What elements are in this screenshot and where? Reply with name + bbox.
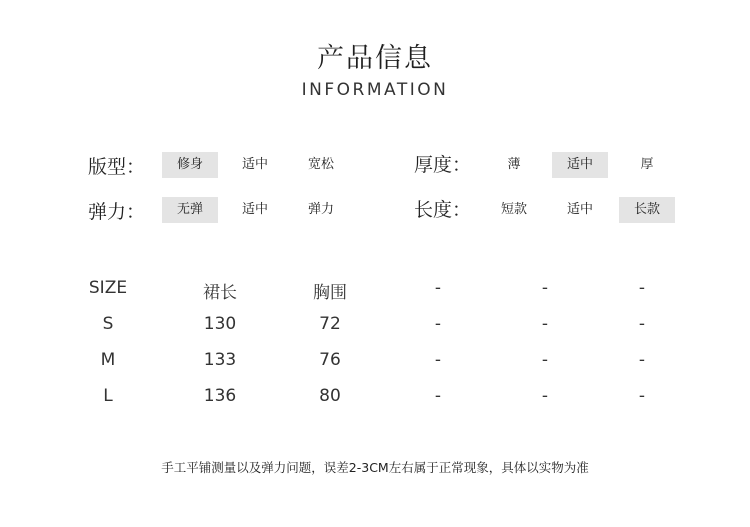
table-cell: L <box>103 386 113 406</box>
option-length-short: 短款 <box>500 202 527 217</box>
table-cell: 76 <box>319 350 341 370</box>
table-cell: - <box>434 386 442 406</box>
table-cell: - <box>434 314 442 334</box>
table-cell: - <box>638 386 646 406</box>
table-header-cell: - <box>434 278 442 298</box>
table-cell: - <box>638 350 646 370</box>
table-cell: - <box>434 350 442 370</box>
table-cell: - <box>541 314 549 334</box>
attribute-label-thickness: 厚度： <box>414 154 472 176</box>
option-fit-loose: 宽松 <box>307 157 334 172</box>
table-header-cell: - <box>638 278 646 298</box>
table-header-cell: 裙长 <box>203 283 237 303</box>
attribute-label-length: 长度： <box>414 199 472 221</box>
attribute-label-stretch: 弹力： <box>88 201 146 223</box>
option-thickness-thick: 厚 <box>640 157 654 172</box>
table-cell: 130 <box>203 314 237 334</box>
option-stretch-none: 无弹 <box>162 197 218 223</box>
page-title: 产品信息 <box>317 43 433 74</box>
option-fit-regular: 适中 <box>241 157 268 172</box>
table-cell: 72 <box>319 314 341 334</box>
table-cell: - <box>541 386 549 406</box>
table-cell: 80 <box>319 386 341 406</box>
table-cell: - <box>638 314 646 334</box>
option-stretch-stretchy: 弹力 <box>307 202 334 217</box>
option-length-medium: 适中 <box>566 202 593 217</box>
option-stretch-regular: 适中 <box>241 202 268 217</box>
table-cell: M <box>100 350 116 370</box>
measurement-note: 手工平铺测量以及弹力问题，误差2-3CM左右属于正常现象，具体以实物为准 <box>161 460 589 475</box>
table-cell: S <box>102 314 114 334</box>
table-cell: 136 <box>203 386 237 406</box>
option-thickness-medium: 适中 <box>552 152 608 178</box>
table-header-cell: - <box>541 278 549 298</box>
table-cell: - <box>541 350 549 370</box>
table-header-cell: 胸围 <box>313 283 347 303</box>
attribute-label-fit: 版型： <box>88 156 146 178</box>
table-header-cell: SIZE <box>88 278 128 298</box>
option-length-long: 长款 <box>619 197 675 223</box>
table-cell: 133 <box>203 350 237 370</box>
option-thickness-thin: 薄 <box>507 157 521 172</box>
page-subtitle: INFORMATION <box>301 80 449 100</box>
option-fit-slim: 修身 <box>162 152 218 178</box>
